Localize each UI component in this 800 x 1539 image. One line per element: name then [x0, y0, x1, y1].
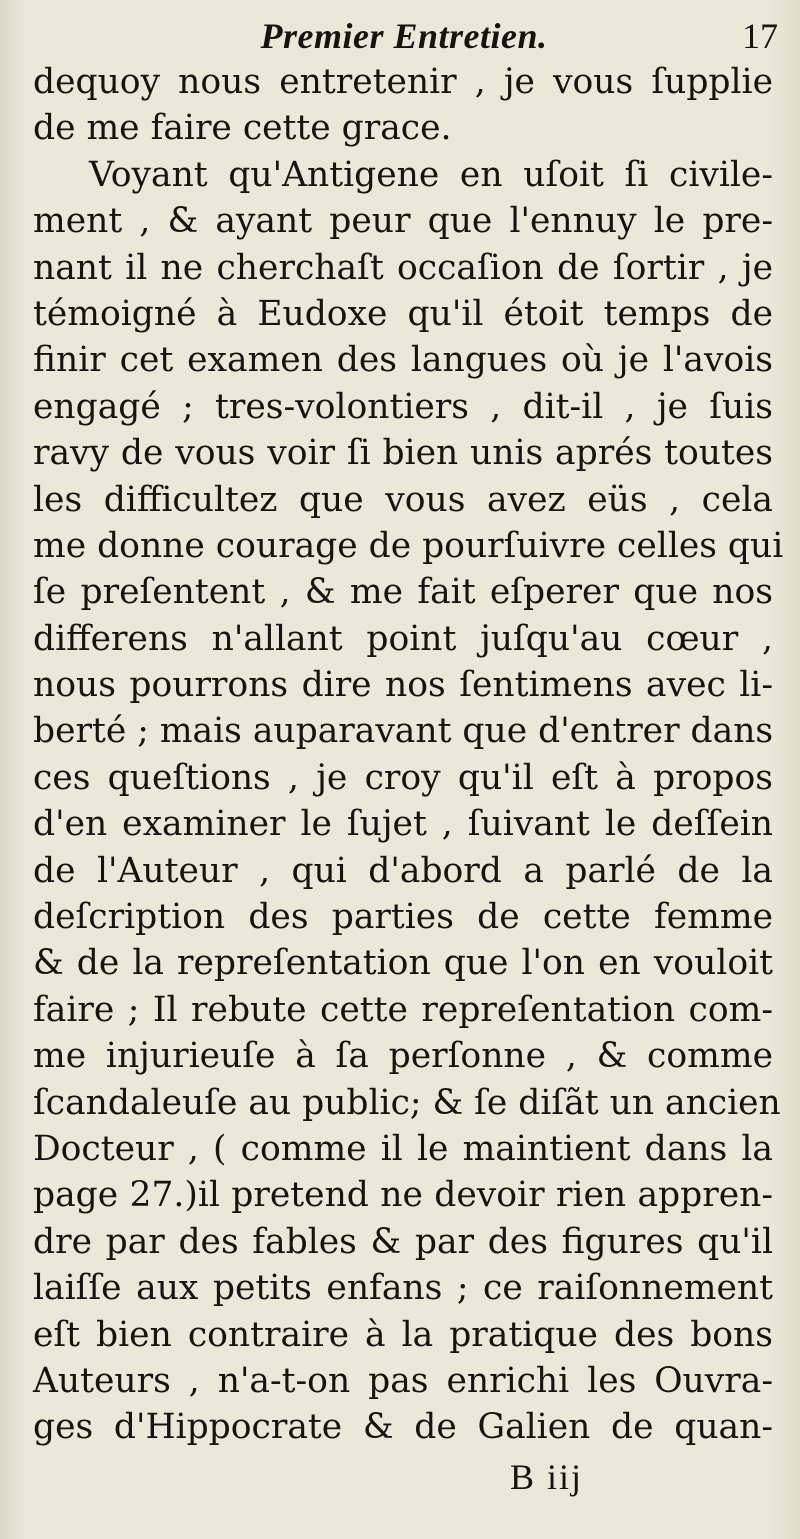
text-line: ſe preſentent , & me fait eſperer que nos: [33, 572, 773, 613]
text-line: nant il ne cherchaſt occaſion de ſortir , je: [33, 247, 773, 288]
text-line: d'en examiner le ſujet , ſuivant le deſſein: [33, 804, 773, 845]
text-line: faire ; Il rebute cette repreſentation com-: [33, 989, 773, 1030]
text-line: laiſſe aux petits enfans ; ce raiſonnement: [33, 1268, 773, 1309]
body-text: [33, 59, 784, 1451]
text-line: engagé ; tres-volontiers , dit-il , je ſuis: [33, 386, 773, 427]
text-line: Docteur , ( comme il le maintient dans la: [33, 1128, 773, 1169]
page-number: 17: [742, 16, 778, 56]
text-line: Voyant qu'Antigene en uſoit ſi civile-: [89, 154, 773, 195]
text-line: eſt bien contraire à la pratique des bons: [33, 1314, 773, 1355]
text-line: me donne courage de pourſuivre celles qui: [33, 525, 784, 566]
signature-mark: B iij: [510, 1457, 584, 1497]
text-line: de l'Auteur , qui d'abord a parlé de la: [33, 850, 773, 891]
text-line: differens n'allant point juſqu'au cœur ,: [33, 618, 773, 659]
text-line: berté ; mais auparavant que d'entrer dans: [33, 711, 774, 752]
running-title: Premier Entretien.: [260, 16, 548, 56]
text-line: dre par des fables & par des figures qu'il: [33, 1221, 773, 1262]
text-line: ſcandaleuſe au public; & ſe diſãt un ancien: [33, 1082, 781, 1123]
text-line: ment , & ayant peur que l'ennuy le pre-: [33, 201, 773, 242]
text-line: ces queſtions , je croy qu'il eſt à propos: [33, 757, 773, 798]
text-line: Auteurs , n'a-t-on pas enrichi les Ouvra-: [33, 1360, 773, 1401]
text-line: les difficultez que vous avez eüs , cela: [33, 479, 773, 520]
text-line: ravy de vous voir ſi bien unis aprés toutes: [33, 433, 773, 474]
text-line: nous pourrons dire nos ſentimens avec li-: [33, 665, 773, 706]
running-head: [30, 12, 778, 60]
text-line: ges d'Hippocrate & de Galien de quan-: [33, 1407, 773, 1448]
text-line: dequoy nous entretenir , je vous ſupplie: [33, 62, 773, 102]
text-line: finir cet examen des langues où je l'avois: [33, 340, 773, 381]
text-line: témoigné à Eudoxe qu'il étoit temps de: [33, 293, 773, 334]
text-line: de me faire cette grace.: [33, 108, 452, 149]
text-line: me injurieuſe à ſa perſonne , & comme: [33, 1036, 773, 1077]
text-line: & de la repreſentation que l'on en vouloit: [33, 943, 773, 984]
text-line: page 27.)il pretend ne devoir rien appren-: [33, 1175, 773, 1216]
text-line: deſcription des parties de cette femme: [33, 897, 773, 938]
